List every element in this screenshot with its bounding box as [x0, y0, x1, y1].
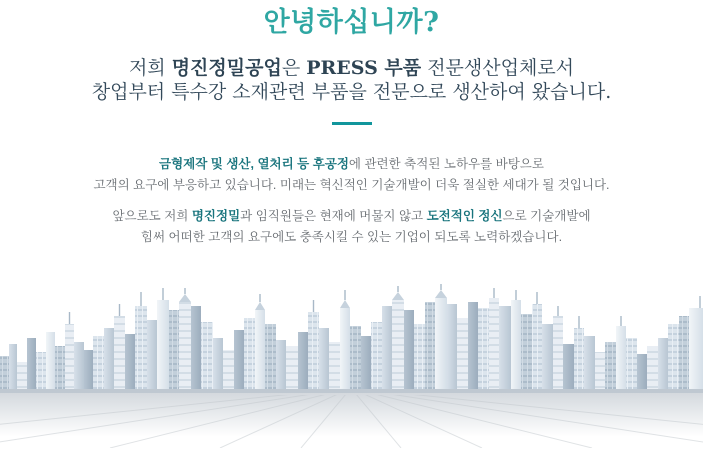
knowhow-line2: 고객의 요구에 부응하고 있습니다. 미래는 혁신적인 기술개발이 더욱 절실한 세대가 될 것입니다.	[93, 178, 610, 192]
challenge-spirit-highlight: 도전적인 정신	[426, 209, 503, 223]
street-baseline	[0, 389, 703, 393]
ground-plane	[0, 392, 703, 448]
intro-line1-post: 전문생산업체로서	[421, 57, 575, 79]
intro-statement	[0, 56, 703, 104]
knowhow-rest: 에 관련한 축적된 노하우를 바탕으로	[348, 157, 544, 171]
company-short-name-highlight: 명진정밀	[191, 209, 241, 223]
paragraph-knowhow	[0, 154, 703, 196]
page-title: 안녕하십니까?	[263, 7, 440, 38]
commitment-pre: 앞으로도 저희	[112, 209, 192, 223]
company-name: 명진정밀공업	[171, 57, 282, 79]
commitment-line2: 힘써 어떠한 고객의 요구에도 충족시킬 수 있는 기업이 되도록 노력하겠습니다.	[140, 230, 563, 244]
intro-line1-mid: 은	[281, 57, 307, 79]
intro-line1-pre: 저희	[128, 57, 172, 79]
accent-divider	[332, 122, 372, 125]
commitment-post: 으로 기술개발에	[502, 209, 591, 223]
knowhow-highlight: 금형제작 및 생산, 열처리 등 후공정	[159, 157, 349, 171]
commitment-mid: 과 임직원들은 현재에 머물지 않고	[240, 209, 427, 223]
city-skyline-illustration	[0, 272, 703, 448]
paragraph-commitment	[0, 206, 703, 248]
intro-line2: 창업부터 특수강 소재관련 부품을 전문으로 생산하여 왔습니다.	[91, 81, 612, 103]
press-parts-emphasis: PRESS 부품	[306, 57, 422, 79]
buildings-group	[0, 284, 703, 392]
